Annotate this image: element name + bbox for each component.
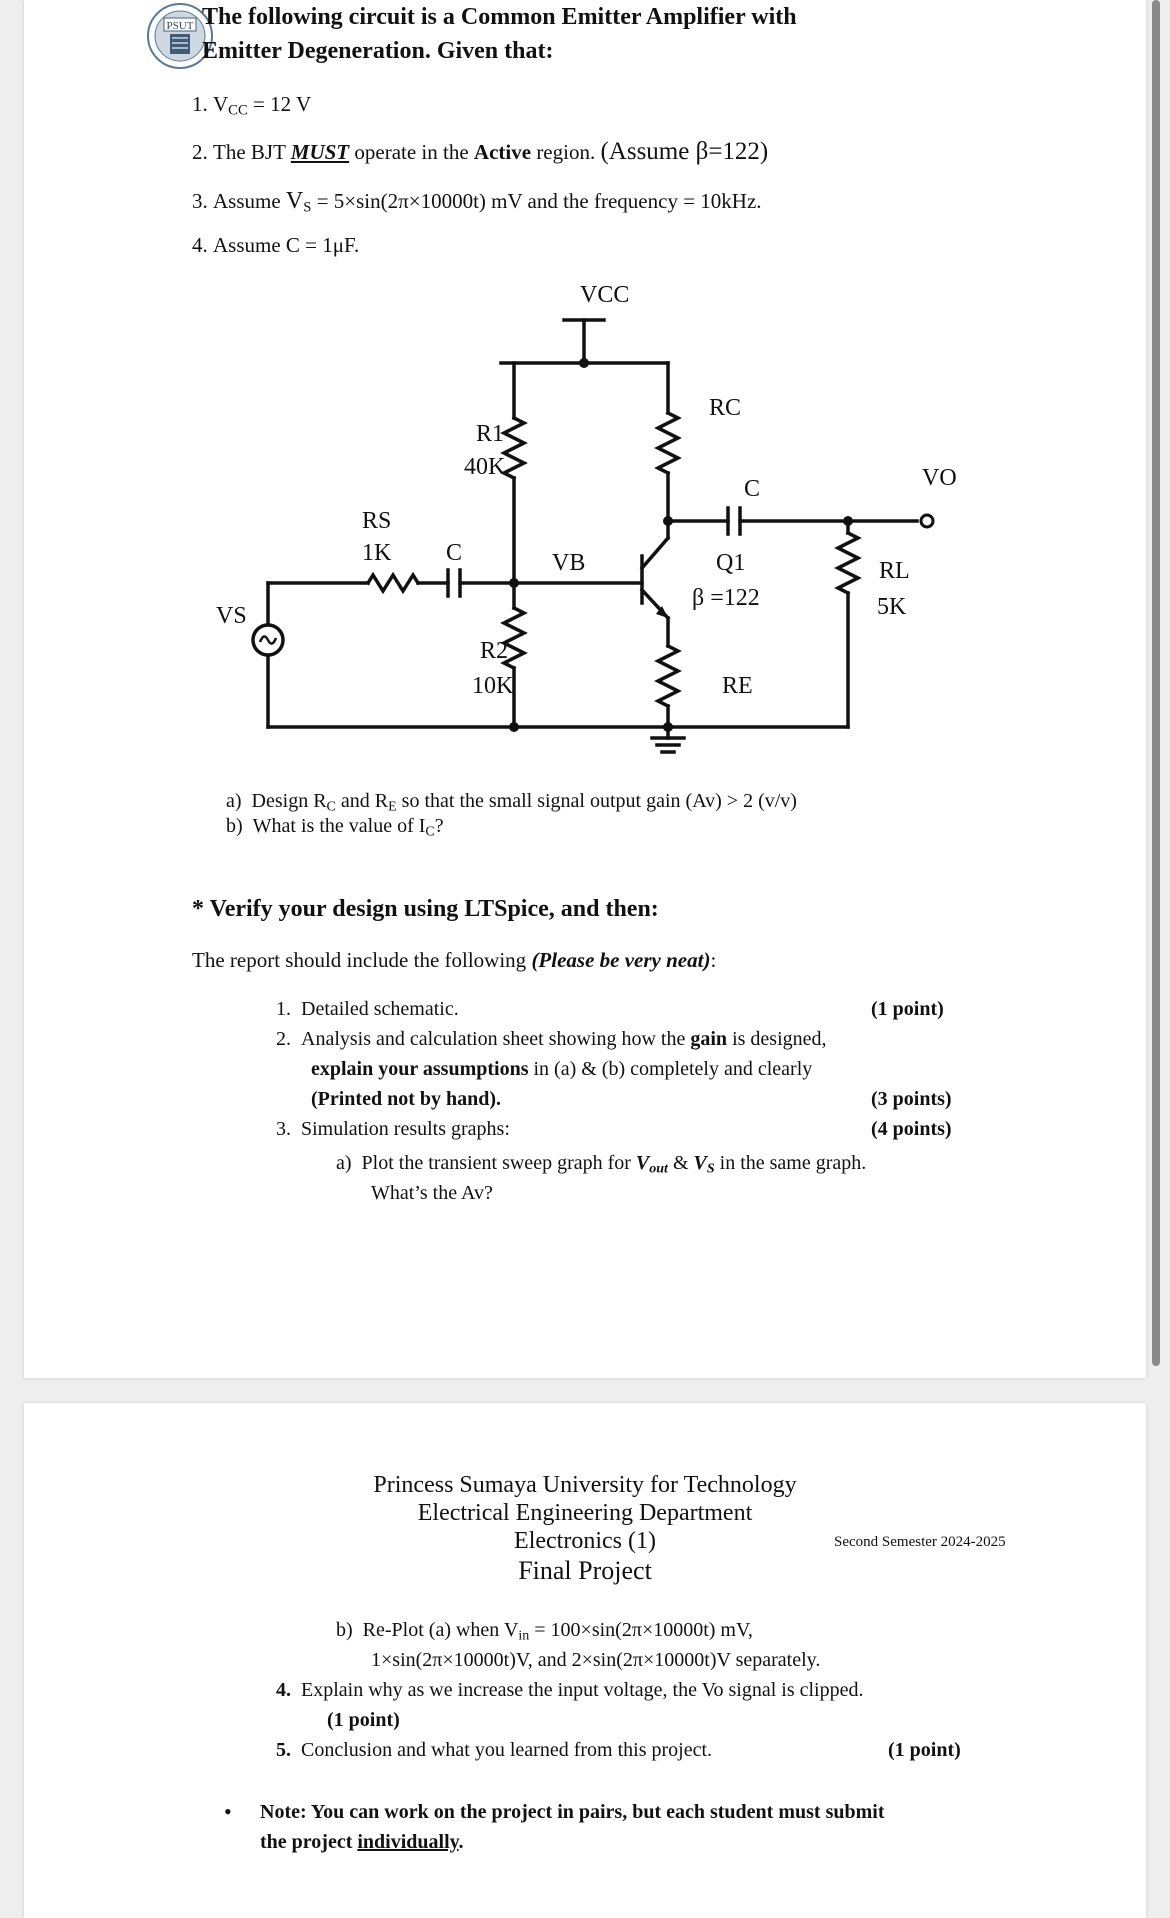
given-item-4: 4. Assume C = 1μF. [192, 233, 360, 257]
report-item-4-points: (1 point) [327, 1709, 400, 1731]
question-b: b) What is the value of $I_C$? [226, 815, 444, 840]
note-line-2: the project individually. [260, 1831, 464, 1853]
department-name: Electrical Engineering Department [417, 1500, 753, 1526]
project-title: Final Project [518, 1556, 652, 1585]
report-item-1-points: (1 point) [871, 998, 944, 1020]
label-rl: RL [879, 558, 910, 584]
note-bullet: • [224, 1799, 232, 1824]
report-intro: The report should include the following (Please be very neat): [192, 948, 717, 972]
note-line-1: Note: You can work on the project in pairs, but each student must submit [260, 1801, 885, 1823]
circuit-schematic [24, 268, 1146, 778]
label-rl-value: 5K [877, 594, 907, 620]
document-page-2 [24, 1403, 1146, 1918]
label-rs-value: 1K [362, 540, 392, 566]
label-beta: β =122 [692, 585, 760, 611]
label-vcc: VCC [580, 282, 630, 308]
university-name: Princess Sumaya University for Technology [373, 1472, 797, 1498]
report-item-3: 3. Simulation results graphs: [276, 1118, 510, 1140]
report-item-3b: b) Re-Plot (a) when $V_{in} = 100\times\sin(2\pi\times 10000t)$ mV, [336, 1619, 753, 1644]
document-page-1 [24, 0, 1146, 1378]
label-r2: R2 [480, 638, 509, 664]
label-r2-value: 10K [472, 673, 514, 699]
given-item-2: 2. The BJT MUST operate in the Active region. (Assume β=122) [192, 138, 769, 165]
title-line-2: Emitter Degeneration. Given that: [202, 38, 554, 64]
label-vo: VO [922, 465, 957, 491]
report-item-2-points: (3 points) [871, 1088, 952, 1110]
report-item-3-points: (4 points) [871, 1118, 952, 1140]
label-r1-value: 40K [464, 454, 506, 480]
report-item-3a: a) Plot the transient sweep graph for $V_{out}$ & $V_S$ in the same graph. [336, 1152, 867, 1177]
report-item-1: 1. Detailed schematic. [276, 998, 459, 1020]
label-re: RE [722, 673, 753, 699]
label-rc: RC [709, 395, 742, 421]
page-title [202, 0, 797, 68]
verify-heading: * Verify your design using LTSpice, and then: [192, 896, 659, 922]
report-item-5-points: (1 point) [888, 1739, 961, 1761]
label-c-out: C [744, 476, 761, 502]
report-item-3b-line2: 1×sin(2π×10000t)V, and 2×sin(2π×10000t)V separately. [371, 1649, 821, 1671]
report-item-2-line2: explain your assumptions in (a) & (b) completely and clearly [311, 1058, 813, 1080]
label-vb: VB [552, 550, 586, 576]
report-item-2-line3: (Printed not by hand). [311, 1088, 502, 1110]
label-rs: RS [362, 508, 392, 534]
logo-text: PSUT [166, 20, 194, 32]
title-line-1: The following circuit is a Common Emitter Amplifier with [202, 4, 797, 30]
label-c-in: C [446, 540, 463, 566]
scrollbar[interactable] [1152, 0, 1160, 1366]
label-r1: R1 [476, 421, 505, 447]
given-item-1: 1. $V_{CC} = 12$ V [192, 92, 312, 119]
report-item-3a-line2: What’s the Av? [371, 1182, 493, 1204]
report-item-4: 4. Explain why as we increase the input voltage, the Vo signal is clipped. [276, 1679, 864, 1701]
question-a: a) Design $R_C$ and $R_E$ so that the small signal output gain (Av) > 2 (v/v) [226, 790, 797, 815]
report-item-5: 5. Conclusion and what you learned from this project. [276, 1739, 713, 1761]
report-item-2: 2. Analysis and calculation sheet showing how the gain is designed, [276, 1028, 827, 1050]
semester-label: Second Semester 2024-2025 [834, 1534, 1006, 1550]
course-name: Electronics (1) [514, 1528, 656, 1554]
label-q1: Q1 [716, 550, 746, 576]
label-vs: VS [216, 603, 247, 629]
given-item-3: 3. Assume $V_S = 5\times\sin(2\pi\times 10000t)$ mV and the frequency = 10kHz. [192, 188, 762, 216]
